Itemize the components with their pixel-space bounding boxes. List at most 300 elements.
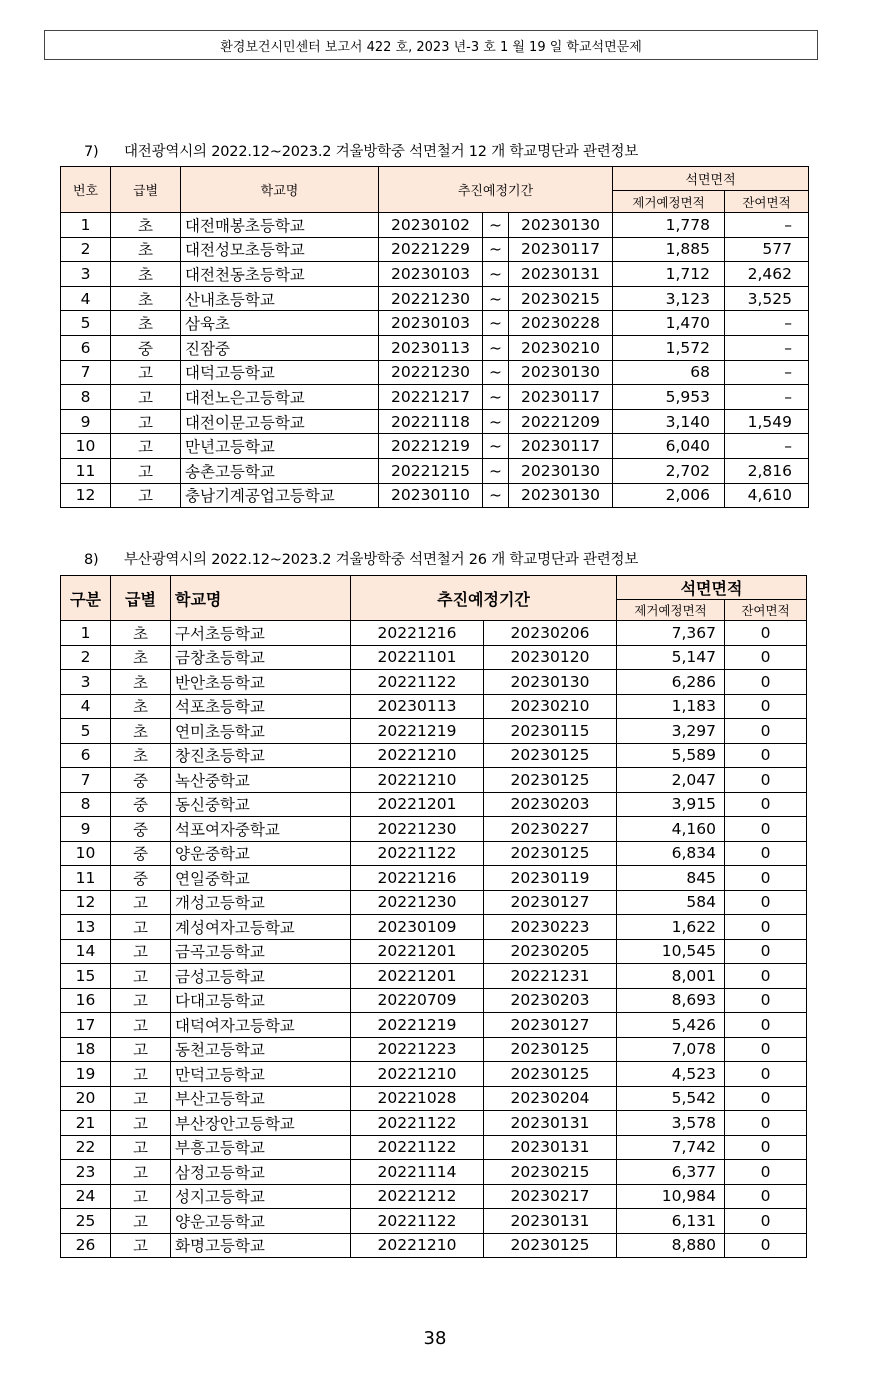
school-grade: 고 — [111, 360, 181, 385]
start-date: 20230113 — [351, 694, 484, 719]
start-date: 20221122 — [351, 670, 484, 695]
school-name: 부흥고등학교 — [171, 1135, 351, 1160]
school-grade: 중 — [111, 768, 171, 793]
table-row — [61, 360, 809, 385]
row-number: 23 — [61, 1160, 111, 1185]
removal-area: 6,040 — [613, 434, 725, 459]
table-row — [61, 262, 809, 287]
removal-area: 1,778 — [613, 213, 725, 238]
remaining-area: 0 — [725, 915, 807, 940]
col-header-removal: 제거예정면적 — [617, 600, 725, 621]
end-date: 20230204 — [484, 1086, 617, 1111]
start-date: 20221230 — [379, 360, 483, 385]
school-name: 삼정고등학교 — [171, 1160, 351, 1185]
school-name: 연미초등학교 — [171, 719, 351, 744]
school-name: 금창초등학교 — [171, 645, 351, 670]
row-number: 6 — [61, 743, 111, 768]
remaining-area: 0 — [725, 988, 807, 1013]
school-grade: 중 — [111, 335, 181, 360]
school-grade: 고 — [111, 458, 181, 483]
end-date: 20230130 — [509, 458, 613, 483]
row-number: 7 — [61, 768, 111, 793]
remaining-area: 2,816 — [725, 458, 809, 483]
end-date: 20230215 — [484, 1160, 617, 1185]
school-grade: 고 — [111, 385, 181, 410]
start-date: 20221219 — [379, 434, 483, 459]
table-row — [61, 988, 807, 1013]
removal-area: 845 — [617, 866, 725, 891]
school-grade: 고 — [111, 483, 181, 508]
row-number: 11 — [61, 458, 111, 483]
row-number: 5 — [61, 719, 111, 744]
school-name: 금성고등학교 — [171, 964, 351, 989]
end-date: 20230125 — [484, 1062, 617, 1087]
school-name: 대덕여자고등학교 — [171, 1013, 351, 1038]
page-number: 38 — [423, 1328, 447, 1349]
daejeon-school-table — [60, 166, 809, 508]
row-number: 17 — [61, 1013, 111, 1038]
row-number: 12 — [61, 483, 111, 508]
table-row — [61, 621, 807, 646]
removal-area: 5,542 — [617, 1086, 725, 1111]
range-separator: ~ — [483, 360, 509, 385]
table-row — [61, 915, 807, 940]
school-name: 다대고등학교 — [171, 988, 351, 1013]
school-name: 부산고등학교 — [171, 1086, 351, 1111]
start-date: 20221212 — [351, 1184, 484, 1209]
table-row — [61, 1135, 807, 1160]
row-number: 8 — [61, 385, 111, 410]
row-number: 4 — [61, 286, 111, 311]
remaining-area: 0 — [725, 670, 807, 695]
end-date: 20230210 — [484, 694, 617, 719]
table-row — [61, 841, 807, 866]
start-date: 20221217 — [379, 385, 483, 410]
col-header-area: 석면면적 — [617, 576, 807, 600]
remaining-area: 0 — [725, 1184, 807, 1209]
remaining-area: 0 — [725, 1111, 807, 1136]
removal-area: 68 — [613, 360, 725, 385]
table-row — [61, 335, 809, 360]
school-grade: 고 — [111, 1037, 171, 1062]
table-row — [61, 311, 809, 336]
row-number: 24 — [61, 1184, 111, 1209]
start-date: 20221219 — [351, 719, 484, 744]
range-separator: ~ — [483, 335, 509, 360]
removal-area: 10,545 — [617, 939, 725, 964]
range-separator: ~ — [483, 483, 509, 508]
school-grade: 초 — [111, 719, 171, 744]
row-number: 3 — [61, 262, 111, 287]
end-date: 20230120 — [484, 645, 617, 670]
col-header-grade: 급별 — [111, 576, 171, 621]
school-name: 계성여자고등학교 — [171, 915, 351, 940]
school-grade: 초 — [111, 670, 171, 695]
removal-area: 1,622 — [617, 915, 725, 940]
end-date: 20230131 — [484, 1135, 617, 1160]
removal-area: 8,001 — [617, 964, 725, 989]
start-date: 20221210 — [351, 768, 484, 793]
school-grade: 고 — [111, 1209, 171, 1234]
removal-area: 3,297 — [617, 719, 725, 744]
school-name: 삼육초 — [181, 311, 379, 336]
removal-area: 4,523 — [617, 1062, 725, 1087]
row-number: 6 — [61, 335, 111, 360]
remaining-area: 0 — [725, 1013, 807, 1038]
col-header-removal: 제거예정면적 — [613, 191, 725, 213]
col-header-no: 구분 — [61, 576, 111, 621]
end-date: 20230131 — [484, 1111, 617, 1136]
school-name: 대전성모초등학교 — [181, 237, 379, 262]
start-date: 20221201 — [351, 939, 484, 964]
removal-area: 5,589 — [617, 743, 725, 768]
end-date: 20230117 — [509, 434, 613, 459]
section7-number: 7) — [84, 144, 99, 160]
table-row — [61, 1111, 807, 1136]
row-number: 19 — [61, 1062, 111, 1087]
school-name: 부산장안고등학교 — [171, 1111, 351, 1136]
remaining-area: 0 — [725, 939, 807, 964]
school-name: 구서초등학교 — [171, 621, 351, 646]
table-row — [61, 434, 809, 459]
row-number: 21 — [61, 1111, 111, 1136]
end-date: 20230210 — [509, 335, 613, 360]
table-row — [61, 645, 807, 670]
school-grade: 초 — [111, 237, 181, 262]
remaining-area: 0 — [725, 964, 807, 989]
col-header-grade: 급별 — [111, 167, 181, 213]
table-row — [61, 817, 807, 842]
school-name: 양운고등학교 — [171, 1209, 351, 1234]
row-number: 9 — [61, 817, 111, 842]
start-date: 20221229 — [379, 237, 483, 262]
remaining-area: – — [725, 360, 809, 385]
end-date: 20230203 — [484, 988, 617, 1013]
remaining-area: 577 — [725, 237, 809, 262]
school-grade: 초 — [111, 311, 181, 336]
table-row — [61, 1062, 807, 1087]
start-date: 20230113 — [379, 335, 483, 360]
row-number: 2 — [61, 645, 111, 670]
school-name: 창진초등학교 — [171, 743, 351, 768]
range-separator: ~ — [483, 409, 509, 434]
remaining-area: 0 — [725, 645, 807, 670]
report-header — [44, 30, 818, 60]
remaining-area: 0 — [725, 768, 807, 793]
removal-area: 8,880 — [617, 1233, 725, 1258]
school-grade: 초 — [111, 262, 181, 287]
start-date: 20230102 — [379, 213, 483, 238]
table-row — [61, 866, 807, 891]
school-name: 반안초등학교 — [171, 670, 351, 695]
end-date: 20230117 — [509, 385, 613, 410]
table-row — [61, 385, 809, 410]
school-grade: 고 — [111, 1013, 171, 1038]
school-grade: 초 — [111, 694, 171, 719]
removal-area: 1,183 — [617, 694, 725, 719]
range-separator: ~ — [483, 237, 509, 262]
row-number: 3 — [61, 670, 111, 695]
row-number: 10 — [61, 434, 111, 459]
school-name: 대덕고등학교 — [181, 360, 379, 385]
section8-title: 부산광역시의 2022.12~2023.2 겨울방학중 석면철거 26 개 학교명단과 관련정보 — [124, 552, 639, 568]
removal-area: 1,885 — [613, 237, 725, 262]
remaining-area: 0 — [725, 841, 807, 866]
table-row — [61, 458, 809, 483]
school-grade: 고 — [111, 1086, 171, 1111]
end-date: 20230127 — [484, 890, 617, 915]
range-separator: ~ — [483, 434, 509, 459]
start-date: 20230103 — [379, 262, 483, 287]
removal-area: 2,702 — [613, 458, 725, 483]
section7-caption — [84, 140, 638, 161]
removal-area: 1,712 — [613, 262, 725, 287]
end-date: 20230117 — [509, 237, 613, 262]
school-grade: 초 — [111, 621, 171, 646]
end-date: 20230125 — [484, 841, 617, 866]
remaining-area: 0 — [725, 1233, 807, 1258]
removal-area: 7,742 — [617, 1135, 725, 1160]
remaining-area: 2,462 — [725, 262, 809, 287]
start-date: 20230103 — [379, 311, 483, 336]
range-separator: ~ — [483, 458, 509, 483]
remaining-area: 0 — [725, 1160, 807, 1185]
table-row — [61, 483, 809, 508]
school-grade: 중 — [111, 792, 171, 817]
school-grade: 중 — [111, 817, 171, 842]
start-date: 20220709 — [351, 988, 484, 1013]
col-header-period: 추진예정기간 — [379, 167, 613, 213]
remaining-area: 0 — [725, 694, 807, 719]
row-number: 5 — [61, 311, 111, 336]
row-number: 14 — [61, 939, 111, 964]
start-date: 20221219 — [351, 1013, 484, 1038]
remaining-area: 0 — [725, 621, 807, 646]
removal-area: 6,131 — [617, 1209, 725, 1234]
table-row — [61, 1160, 807, 1185]
report-header-text: 환경보건시민센터 보고서 422 호, 2023 년-3 호 1 월 19 일 학교석면문제 — [220, 39, 642, 55]
school-name: 석포초등학교 — [171, 694, 351, 719]
school-grade: 고 — [111, 434, 181, 459]
school-grade: 고 — [111, 915, 171, 940]
start-date: 20221122 — [351, 1111, 484, 1136]
end-date: 20230125 — [484, 743, 617, 768]
removal-area: 2,047 — [617, 768, 725, 793]
end-date: 20221231 — [484, 964, 617, 989]
remaining-area: 0 — [725, 743, 807, 768]
start-date: 20230109 — [351, 915, 484, 940]
col-header-school: 학교명 — [171, 576, 351, 621]
remaining-area: 0 — [725, 719, 807, 744]
school-name: 석포여자중학교 — [171, 817, 351, 842]
start-date: 20221210 — [351, 743, 484, 768]
school-grade: 고 — [111, 1062, 171, 1087]
removal-area: 3,578 — [617, 1111, 725, 1136]
end-date: 20230215 — [509, 286, 613, 311]
section8-caption — [84, 548, 638, 569]
start-date: 20221201 — [351, 964, 484, 989]
school-grade: 고 — [111, 1135, 171, 1160]
start-date: 20221201 — [351, 792, 484, 817]
end-date: 20221209 — [509, 409, 613, 434]
removal-area: 584 — [617, 890, 725, 915]
school-name: 대전이문고등학교 — [181, 409, 379, 434]
table-row — [61, 213, 809, 238]
school-name: 양운중학교 — [171, 841, 351, 866]
school-grade: 고 — [111, 1160, 171, 1185]
start-date: 20221122 — [351, 841, 484, 866]
school-name: 대전천동초등학교 — [181, 262, 379, 287]
removal-area: 8,693 — [617, 988, 725, 1013]
row-number: 18 — [61, 1037, 111, 1062]
start-date: 20221122 — [351, 1209, 484, 1234]
row-number: 15 — [61, 964, 111, 989]
remaining-area: 0 — [725, 1086, 807, 1111]
school-grade: 초 — [111, 213, 181, 238]
row-number: 12 — [61, 890, 111, 915]
removal-area: 1,470 — [613, 311, 725, 336]
remaining-area: 3,525 — [725, 286, 809, 311]
end-date: 20230130 — [509, 360, 613, 385]
removal-area: 7,367 — [617, 621, 725, 646]
school-grade: 고 — [111, 1184, 171, 1209]
range-separator: ~ — [483, 286, 509, 311]
range-separator: ~ — [483, 385, 509, 410]
start-date: 20221230 — [351, 890, 484, 915]
end-date: 20230217 — [484, 1184, 617, 1209]
school-name: 만덕고등학교 — [171, 1062, 351, 1087]
remaining-area: 4,610 — [725, 483, 809, 508]
start-date: 20221114 — [351, 1160, 484, 1185]
end-date: 20230130 — [509, 483, 613, 508]
remaining-area: 1,549 — [725, 409, 809, 434]
col-header-remain: 잔여면적 — [725, 600, 807, 621]
removal-area: 3,123 — [613, 286, 725, 311]
end-date: 20230115 — [484, 719, 617, 744]
table-row — [61, 694, 807, 719]
row-number: 7 — [61, 360, 111, 385]
range-separator: ~ — [483, 262, 509, 287]
start-date: 20221028 — [351, 1086, 484, 1111]
start-date: 20221230 — [379, 286, 483, 311]
row-number: 11 — [61, 866, 111, 891]
table-row — [61, 792, 807, 817]
row-number: 2 — [61, 237, 111, 262]
remaining-area: – — [725, 311, 809, 336]
start-date: 20221122 — [351, 1135, 484, 1160]
end-date: 20230130 — [509, 213, 613, 238]
table-row — [61, 719, 807, 744]
table-row — [61, 1086, 807, 1111]
removal-area: 3,915 — [617, 792, 725, 817]
table-row — [61, 409, 809, 434]
table-row — [61, 964, 807, 989]
removal-area: 6,286 — [617, 670, 725, 695]
table-row — [61, 1037, 807, 1062]
remaining-area: 0 — [725, 890, 807, 915]
end-date: 20230223 — [484, 915, 617, 940]
school-name: 충남기계공업고등학교 — [181, 483, 379, 508]
table-row — [61, 286, 809, 311]
school-grade: 중 — [111, 841, 171, 866]
table-row — [61, 1013, 807, 1038]
remaining-area: 0 — [725, 1135, 807, 1160]
school-name: 연일중학교 — [171, 866, 351, 891]
school-grade: 고 — [111, 1233, 171, 1258]
removal-area: 4,160 — [617, 817, 725, 842]
school-name: 녹산중학교 — [171, 768, 351, 793]
removal-area: 5,147 — [617, 645, 725, 670]
end-date: 20230131 — [484, 1209, 617, 1234]
range-separator: ~ — [483, 311, 509, 336]
removal-area: 6,834 — [617, 841, 725, 866]
row-number: 22 — [61, 1135, 111, 1160]
removal-area: 1,572 — [613, 335, 725, 360]
end-date: 20230125 — [484, 1037, 617, 1062]
remaining-area: – — [725, 335, 809, 360]
school-name: 진잠중 — [181, 335, 379, 360]
end-date: 20230205 — [484, 939, 617, 964]
school-name: 산내초등학교 — [181, 286, 379, 311]
range-separator: ~ — [483, 213, 509, 238]
start-date: 20221210 — [351, 1233, 484, 1258]
start-date: 20221223 — [351, 1037, 484, 1062]
school-name: 화명고등학교 — [171, 1233, 351, 1258]
removal-area: 7,078 — [617, 1037, 725, 1062]
school-grade: 고 — [111, 890, 171, 915]
col-header-period: 추진예정기간 — [351, 576, 617, 621]
col-header-remain: 잔여면적 — [725, 191, 809, 213]
end-date: 20230127 — [484, 1013, 617, 1038]
table-row — [61, 1209, 807, 1234]
end-date: 20230227 — [484, 817, 617, 842]
col-header-area: 석면면적 — [613, 167, 809, 191]
school-name: 만년고등학교 — [181, 434, 379, 459]
school-name: 대전노은고등학교 — [181, 385, 379, 410]
removal-area: 5,953 — [613, 385, 725, 410]
start-date: 20221101 — [351, 645, 484, 670]
school-name: 금곡고등학교 — [171, 939, 351, 964]
school-name: 동천고등학교 — [171, 1037, 351, 1062]
start-date: 20221230 — [351, 817, 484, 842]
end-date: 20230130 — [484, 670, 617, 695]
removal-area: 6,377 — [617, 1160, 725, 1185]
start-date: 20230110 — [379, 483, 483, 508]
end-date: 20230125 — [484, 768, 617, 793]
end-date: 20230125 — [484, 1233, 617, 1258]
row-number: 1 — [61, 621, 111, 646]
row-number: 10 — [61, 841, 111, 866]
row-number: 8 — [61, 792, 111, 817]
table-row — [61, 1233, 807, 1258]
end-date: 20230203 — [484, 792, 617, 817]
remaining-area: 0 — [725, 1209, 807, 1234]
school-name: 성지고등학교 — [171, 1184, 351, 1209]
row-number: 26 — [61, 1233, 111, 1258]
section7-title: 대전광역시의 2022.12~2023.2 겨울방학중 석면철거 12 개 학교명단과 관련정보 — [124, 144, 639, 160]
school-grade: 고 — [111, 1111, 171, 1136]
school-grade: 고 — [111, 964, 171, 989]
remaining-area: 0 — [725, 1037, 807, 1062]
school-grade: 고 — [111, 409, 181, 434]
end-date: 20230131 — [509, 262, 613, 287]
start-date: 20221216 — [351, 866, 484, 891]
table-row — [61, 890, 807, 915]
row-number: 25 — [61, 1209, 111, 1234]
row-number: 4 — [61, 694, 111, 719]
removal-area: 10,984 — [617, 1184, 725, 1209]
row-number: 13 — [61, 915, 111, 940]
